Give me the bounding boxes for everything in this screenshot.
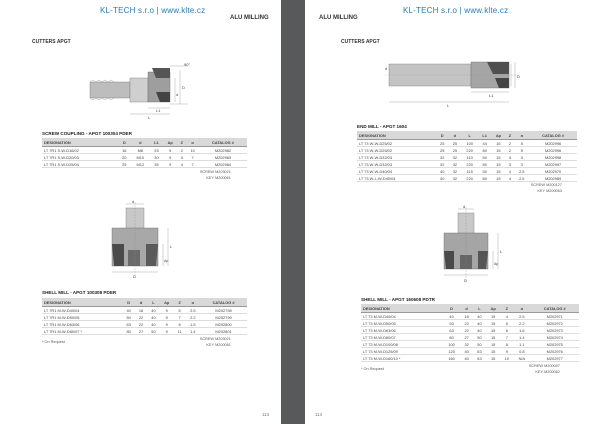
- cell: 3: [177, 154, 186, 161]
- right-page-header: KL-TECH s.r.o | www.klte.cz: [403, 6, 509, 15]
- cell: 9: [160, 328, 174, 335]
- cell: 50: [473, 341, 486, 348]
- cell: 63: [122, 321, 134, 328]
- cell: 2: [506, 140, 515, 147]
- right-table2: [361, 304, 579, 362]
- right-table1-header-row: [357, 131, 577, 140]
- cell: 1.4: [513, 334, 530, 341]
- right-page-category: ALU MILLING: [319, 15, 358, 21]
- page-gutter: [281, 0, 305, 424]
- right-dim2-L: L: [500, 249, 503, 254]
- cell: 2.2: [186, 314, 201, 321]
- cell: M202997: [529, 161, 577, 168]
- cell: 32: [449, 168, 462, 175]
- table-row: [357, 175, 577, 182]
- cell: 40: [122, 307, 134, 314]
- col-Ap: Ap: [486, 304, 501, 313]
- cell: 11: [174, 328, 186, 335]
- cell: 25: [118, 161, 131, 168]
- cell: LT 73 W-W-D25/02: [357, 147, 436, 154]
- cell: LT 7R1 M-W-D40/04: [42, 307, 122, 314]
- col-alpha: α: [186, 298, 201, 307]
- cell: 50: [473, 334, 486, 341]
- shell-mill-drawing: [100, 200, 190, 280]
- cell: 50: [147, 328, 159, 335]
- cell: 9: [160, 314, 174, 321]
- cell: M202977: [530, 355, 579, 362]
- cell: 3: [514, 161, 529, 168]
- left-page-header: KL-TECH s.r.o | www.klte.cz: [100, 6, 206, 15]
- cell: LT 73 M-W-D50/05: [361, 320, 443, 327]
- cell: 15: [486, 320, 501, 327]
- cell: M8: [131, 147, 150, 154]
- cell: M202998: [529, 154, 577, 161]
- cell: M202989: [529, 175, 577, 182]
- cell: 25: [436, 147, 449, 154]
- right-table2-keys: [519, 364, 560, 375]
- col-designation: DESIGNATION: [361, 304, 443, 313]
- cell: 15: [491, 161, 505, 168]
- cell: 2.5: [514, 168, 529, 175]
- cell: 5: [174, 307, 186, 314]
- col-d: d: [449, 131, 462, 140]
- cell: 50: [478, 168, 491, 175]
- col-Z: Z: [174, 298, 186, 307]
- cell: 15: [491, 168, 505, 175]
- cell: 35: [150, 161, 163, 168]
- key-label: KEY: [535, 369, 543, 374]
- cell: 30: [150, 154, 163, 161]
- col-alpha: α: [186, 138, 199, 147]
- screw-catalog: M200127: [546, 183, 562, 187]
- cell: LT 73 M-W-D63/06: [361, 327, 443, 334]
- cell: 40: [473, 313, 486, 320]
- cell: LT 73 M-W-D40/04: [361, 313, 443, 320]
- col-catalog: CATALOG #: [199, 138, 247, 147]
- cell: 5: [500, 320, 513, 327]
- cell: 40: [460, 355, 473, 362]
- cell: 25: [436, 140, 449, 147]
- cell: 8: [500, 341, 513, 348]
- col-Z: Z: [500, 304, 513, 313]
- key-label: KEY: [206, 342, 214, 347]
- cell: 27: [460, 334, 473, 341]
- right-table1: [357, 131, 577, 182]
- cell: 27: [135, 328, 147, 335]
- cell: 50: [478, 154, 491, 161]
- cell: M12: [131, 161, 150, 168]
- table-row: [42, 161, 247, 168]
- left-table2-header-row: [42, 298, 247, 307]
- key-label: KEY: [537, 188, 545, 193]
- cell: N/A: [513, 355, 530, 362]
- left-dim2-D: D: [133, 274, 136, 279]
- right-table2-header-row: [361, 304, 579, 313]
- screw-catalog: M200097: [544, 364, 560, 368]
- cell: M202996: [529, 147, 577, 154]
- col-catalog: CATALOG #: [530, 304, 579, 313]
- col-L1: L1: [150, 138, 163, 147]
- cell: 2.5: [513, 313, 530, 320]
- col-Ap: Ap: [163, 138, 177, 147]
- col-Ap: Ap: [491, 131, 505, 140]
- cell: 115: [461, 168, 478, 175]
- cell: 20: [118, 154, 131, 161]
- table-row: [42, 147, 247, 154]
- right-table2-title: SHELL MILL - APGT 160608 PDTR: [361, 297, 435, 302]
- left-section-title: CUTTERS APGT: [32, 39, 71, 45]
- cell: 9: [163, 161, 177, 168]
- cell: 22: [460, 320, 473, 327]
- end-mill-drawing: [385, 52, 525, 110]
- left-dim-L: L: [148, 115, 151, 120]
- cell: M202976: [530, 348, 579, 355]
- table-row: [361, 320, 579, 327]
- cell: 40: [460, 348, 473, 355]
- left-table2-keys: [190, 337, 231, 348]
- left-dim-d: d: [176, 92, 179, 97]
- screw-catalog: M203021: [215, 337, 231, 341]
- cell: 1.5: [186, 321, 201, 328]
- cell: 160: [443, 355, 460, 362]
- col-L1: L1: [478, 131, 491, 140]
- left-table2-title: SHELL MILL - APGT 100308 PDER: [42, 290, 117, 295]
- table-row: [357, 161, 577, 168]
- key-catalog: M200061: [215, 175, 231, 180]
- cell: 5: [514, 147, 529, 154]
- table-row: [357, 147, 577, 154]
- screw-label: SCREW: [530, 183, 545, 187]
- key-label: KEY: [206, 175, 214, 180]
- cell: 15: [486, 327, 501, 334]
- cell: 25: [449, 147, 462, 154]
- cell: 10: [500, 355, 513, 362]
- key-catalog: M200063: [546, 188, 562, 193]
- left-page-number: 113: [262, 412, 270, 417]
- screw-label: SCREW: [199, 170, 214, 174]
- cell: 220: [461, 147, 478, 154]
- cell: 22: [460, 327, 473, 334]
- cell: 15: [491, 154, 505, 161]
- left-table2: [42, 298, 247, 335]
- cell: LT 7R1 M-W-D63/06: [42, 321, 122, 328]
- right-dim-L: L: [447, 103, 450, 108]
- key-catalog: M200062: [544, 369, 560, 374]
- col-Z: Z: [177, 138, 186, 147]
- cell: M202973: [530, 327, 579, 334]
- cell: 1.4: [186, 328, 201, 335]
- cell: 7: [174, 314, 186, 321]
- cell: 32: [436, 161, 449, 168]
- left-table1: [42, 138, 247, 168]
- left-dim-angle: 90°: [184, 62, 191, 67]
- table-row: [357, 140, 577, 147]
- col-designation: DESIGNATION: [42, 298, 122, 307]
- cell: 32: [460, 341, 473, 348]
- cell: 63: [473, 348, 486, 355]
- cell: 22: [135, 314, 147, 321]
- right-page-number: 114: [315, 412, 323, 417]
- cell: 80: [478, 161, 491, 168]
- left-dim-D: D: [182, 85, 185, 90]
- cell: 50: [122, 314, 134, 321]
- cell: 100: [443, 341, 460, 348]
- col-catalog: CATALOG #: [200, 298, 247, 307]
- cell: 15: [486, 348, 501, 355]
- cell: 15: [486, 334, 501, 341]
- col-Ap: Ap: [160, 298, 174, 307]
- cell: M202799: [200, 314, 247, 321]
- cell: 40: [147, 314, 159, 321]
- cell: 80: [478, 175, 491, 182]
- table-row: [42, 321, 247, 328]
- right-section-title: CUTTERS APGT: [341, 39, 380, 45]
- left-table1-header-row: [42, 138, 247, 147]
- col-designation: DESIGNATION: [357, 131, 436, 140]
- right-shell-mill-drawing: [430, 205, 510, 285]
- cell: 5: [514, 140, 529, 147]
- cell: 2.5: [514, 175, 529, 182]
- cell: LT 7R1 M-W-D50/05: [42, 314, 122, 321]
- cell: 40: [147, 307, 159, 314]
- left-dim2-d: d: [132, 200, 135, 204]
- cell: 4: [500, 313, 513, 320]
- cell: 40: [443, 313, 460, 320]
- cell: 32: [449, 154, 462, 161]
- left-table1-keys: [190, 170, 231, 181]
- col-designation: DESIGNATION: [42, 138, 118, 147]
- cell: 9: [160, 321, 174, 328]
- cell: M202798: [200, 307, 247, 314]
- cell: LT 73 M-W-D80/07: [361, 334, 443, 341]
- left-dim-L1: L1: [156, 108, 161, 113]
- cell: M202983: [199, 154, 247, 161]
- cell: LT 7R1 M-W-D80/07 *: [42, 328, 122, 335]
- cell: 2: [177, 147, 186, 154]
- cell: M10: [131, 154, 150, 161]
- cell: LT 7R1 S-W-D20/03: [42, 154, 118, 161]
- cell: M202972: [530, 320, 579, 327]
- cell: 32: [449, 161, 462, 168]
- cell: 25: [150, 147, 163, 154]
- left-page: [0, 0, 281, 424]
- left-page-category: ALU MILLING: [230, 15, 269, 21]
- cell: 40: [147, 321, 159, 328]
- cell: 3: [506, 161, 515, 168]
- table-row: [42, 307, 247, 314]
- cell: 25: [449, 140, 462, 147]
- cell: 15: [491, 140, 505, 147]
- cell: M202801: [200, 328, 247, 335]
- cell: 220: [461, 161, 478, 168]
- right-page: [305, 0, 600, 424]
- table-row: [42, 314, 247, 321]
- col-L: L: [147, 298, 159, 307]
- cell: LT 7R1 S-W-D25/04: [42, 161, 118, 168]
- screw-catalog: M203021: [215, 170, 231, 174]
- cell: 44: [478, 140, 491, 147]
- right-dim2-Ap: Ap: [494, 262, 499, 266]
- cell: 6: [500, 327, 513, 334]
- right-table1-title: END MILL - APGT 1604: [357, 124, 407, 129]
- cell: M202975: [530, 341, 579, 348]
- screw-label: SCREW: [199, 337, 214, 341]
- left-table2-note: * On Request: [42, 340, 65, 344]
- cell: 63: [473, 355, 486, 362]
- cell: 100: [461, 140, 478, 147]
- cell: 7: [500, 334, 513, 341]
- cell: 40: [436, 175, 449, 182]
- cell: LT 7R1 S-W-D16/02: [42, 147, 118, 154]
- table-row: [357, 154, 577, 161]
- right-dim2-D: D: [464, 278, 467, 283]
- cell: 7: [186, 161, 199, 168]
- cell: 9: [500, 348, 513, 355]
- cell: 40: [473, 327, 486, 334]
- cell: 32: [449, 175, 462, 182]
- col-D: D: [443, 304, 460, 313]
- cell: LT 73 W-L-W-D40/04: [357, 175, 436, 182]
- cell: 16: [118, 147, 131, 154]
- table-row: [42, 154, 247, 161]
- cell: 80: [478, 147, 491, 154]
- table-row: [361, 327, 579, 334]
- table-row: [361, 348, 579, 355]
- key-catalog: M200061: [215, 342, 231, 347]
- col-alpha: α: [513, 304, 530, 313]
- col-D: D: [436, 131, 449, 140]
- cell: 15: [491, 147, 505, 154]
- cell: 4: [506, 168, 515, 175]
- cell: 110: [461, 154, 478, 161]
- cell: M202971: [530, 313, 579, 320]
- cell: 2: [506, 147, 515, 154]
- cell: LT 73 W-W-D40/04: [357, 168, 436, 175]
- col-L: L: [473, 304, 486, 313]
- cell: 22: [135, 321, 147, 328]
- col-catalog: CATALOG #: [529, 131, 577, 140]
- cell: M202982: [199, 147, 247, 154]
- cell: 10: [186, 147, 199, 154]
- cell: 4: [177, 161, 186, 168]
- cell: 1.1: [513, 341, 530, 348]
- table-row: [42, 328, 247, 335]
- cell: 40: [436, 168, 449, 175]
- cell: 220: [461, 175, 478, 182]
- col-d: d: [135, 298, 147, 307]
- cell: 80: [122, 328, 134, 335]
- left-dim2-Ap: Ap: [164, 259, 169, 263]
- table-row: [361, 355, 579, 362]
- table-row: [361, 313, 579, 320]
- col-d: d: [131, 138, 150, 147]
- cell: 15: [491, 175, 505, 182]
- cell: 63: [443, 327, 460, 334]
- col-alpha: α: [514, 131, 529, 140]
- left-table1-title: SCREW COUPLING - APGT 100304 PDER: [42, 131, 132, 136]
- screw-coupling-cutter-drawing: [80, 58, 205, 120]
- cell: 3: [506, 154, 515, 161]
- cell: 3: [514, 154, 529, 161]
- cell: 80: [443, 334, 460, 341]
- cell: 2.2: [513, 320, 530, 327]
- cell: 9: [163, 147, 177, 154]
- cell: M202974: [530, 334, 579, 341]
- right-dim-d: d: [385, 66, 388, 71]
- cell: 1.6: [513, 327, 530, 334]
- col-D: D: [122, 298, 134, 307]
- cell: M202984: [199, 161, 247, 168]
- screw-label: SCREW: [528, 364, 543, 368]
- cell: M202800: [200, 321, 247, 328]
- cell: LT 73 M-W-D100/08: [361, 341, 443, 348]
- cell: 0.8: [513, 348, 530, 355]
- cell: LT 73 W-W-D32/03: [357, 161, 436, 168]
- cell: 50: [443, 320, 460, 327]
- cell: LT 73 W-W-D32/03: [357, 154, 436, 161]
- col-D: D: [118, 138, 131, 147]
- cell: 15: [486, 341, 501, 348]
- right-dim-D: D: [517, 74, 520, 79]
- col-d: d: [460, 304, 473, 313]
- cell: 16: [135, 307, 147, 314]
- cell: 16: [460, 313, 473, 320]
- cell: 40: [473, 320, 486, 327]
- cell: 15: [486, 355, 501, 362]
- cell: LT 73 M-W-D160/10 *: [361, 355, 443, 362]
- cell: LT 73 W-W-D25/02: [357, 140, 436, 147]
- right-dim2-d: d: [463, 205, 466, 209]
- cell: 32: [436, 154, 449, 161]
- right-dim-L1: L1: [489, 93, 494, 98]
- cell: LT 73 M-W-D125/09: [361, 348, 443, 355]
- right-table2-note: * On Request: [361, 367, 384, 371]
- cell: 7: [186, 154, 199, 161]
- table-row: [361, 341, 579, 348]
- cell: M202996: [529, 140, 577, 147]
- cell: 125: [443, 348, 460, 355]
- cell: 2.5: [186, 307, 201, 314]
- col-Z: Z: [506, 131, 515, 140]
- cell: 9: [163, 154, 177, 161]
- cell: 15: [486, 313, 501, 320]
- col-L: L: [461, 131, 478, 140]
- cell: 8: [174, 321, 186, 328]
- left-dim2-L: L: [170, 244, 173, 249]
- cell: 4: [506, 175, 515, 182]
- right-table1-keys: [521, 183, 562, 194]
- table-row: [357, 168, 577, 175]
- cell: 9: [160, 307, 174, 314]
- cell: M202970: [529, 168, 577, 175]
- table-row: [361, 334, 579, 341]
